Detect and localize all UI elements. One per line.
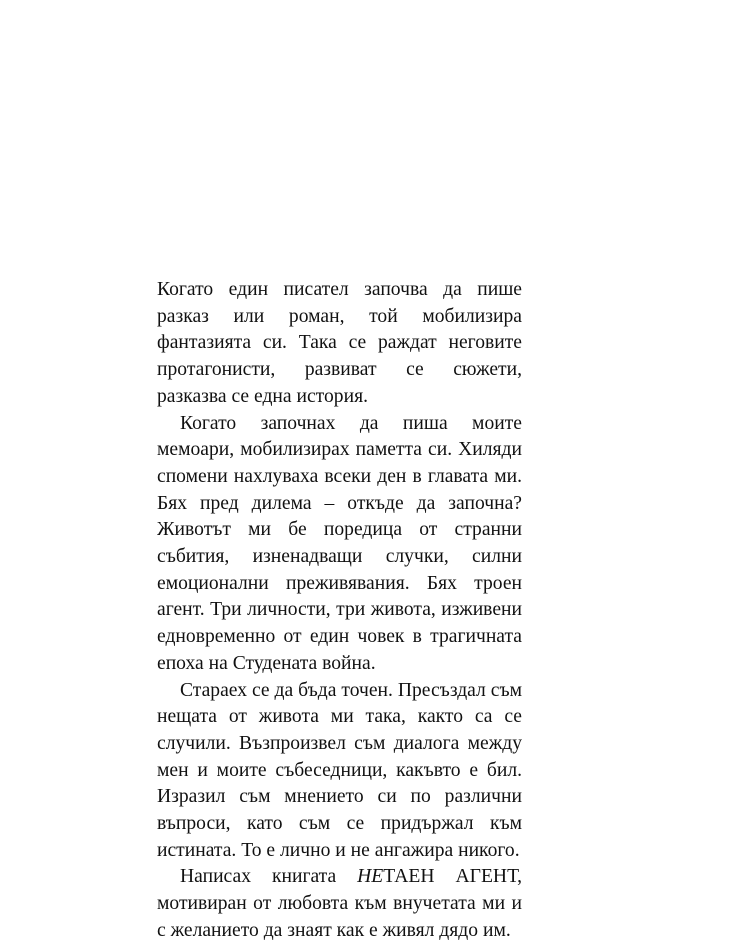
book-title-italic-part: НЕ bbox=[357, 866, 384, 888]
paragraph-4-lead: Написах книгата bbox=[180, 866, 358, 888]
body-text bbox=[157, 277, 522, 945]
paragraph-4 bbox=[157, 864, 522, 944]
paragraph-4-tail: , мотивиран от любовта към внучетата ми и с желанието да знаят как е живял дядо им. bbox=[157, 866, 522, 941]
paragraph-1: Когато един писател започва да пише разказ или роман, той мобилизира фантазията си. Така се раждат неговите протагонисти, развиват се сюжети, разказва се една история. bbox=[157, 279, 522, 407]
paragraph-2: Когато започнах да пиша моите мемоари, мобилизирах паметта си. Хиляди спомени нахлуваха всеки ден в главата ми. Бях пред дилема – откъде да започна? Животът ми бе поредица от странни събития, изненадващи случки, силни емоционални преживявания. Бях троен агент. Три личности, три живота, изживени едновременно от един човек в трагичната епоха на Студената война. bbox=[157, 412, 522, 674]
paragraph-3: Стараех се да бъда точен. Пресъздал съм нещата от живота ми така, както са се случили. Възпроизвел съм диалога между мен и моите събеседници, какъвто е бил. Изразил съм мнението си по различни въпроси, като съм се придържал към истината. То е лично и не ангажира никого. bbox=[157, 679, 522, 861]
book-title-rest: ТАЕН АГЕНТ bbox=[383, 866, 518, 888]
